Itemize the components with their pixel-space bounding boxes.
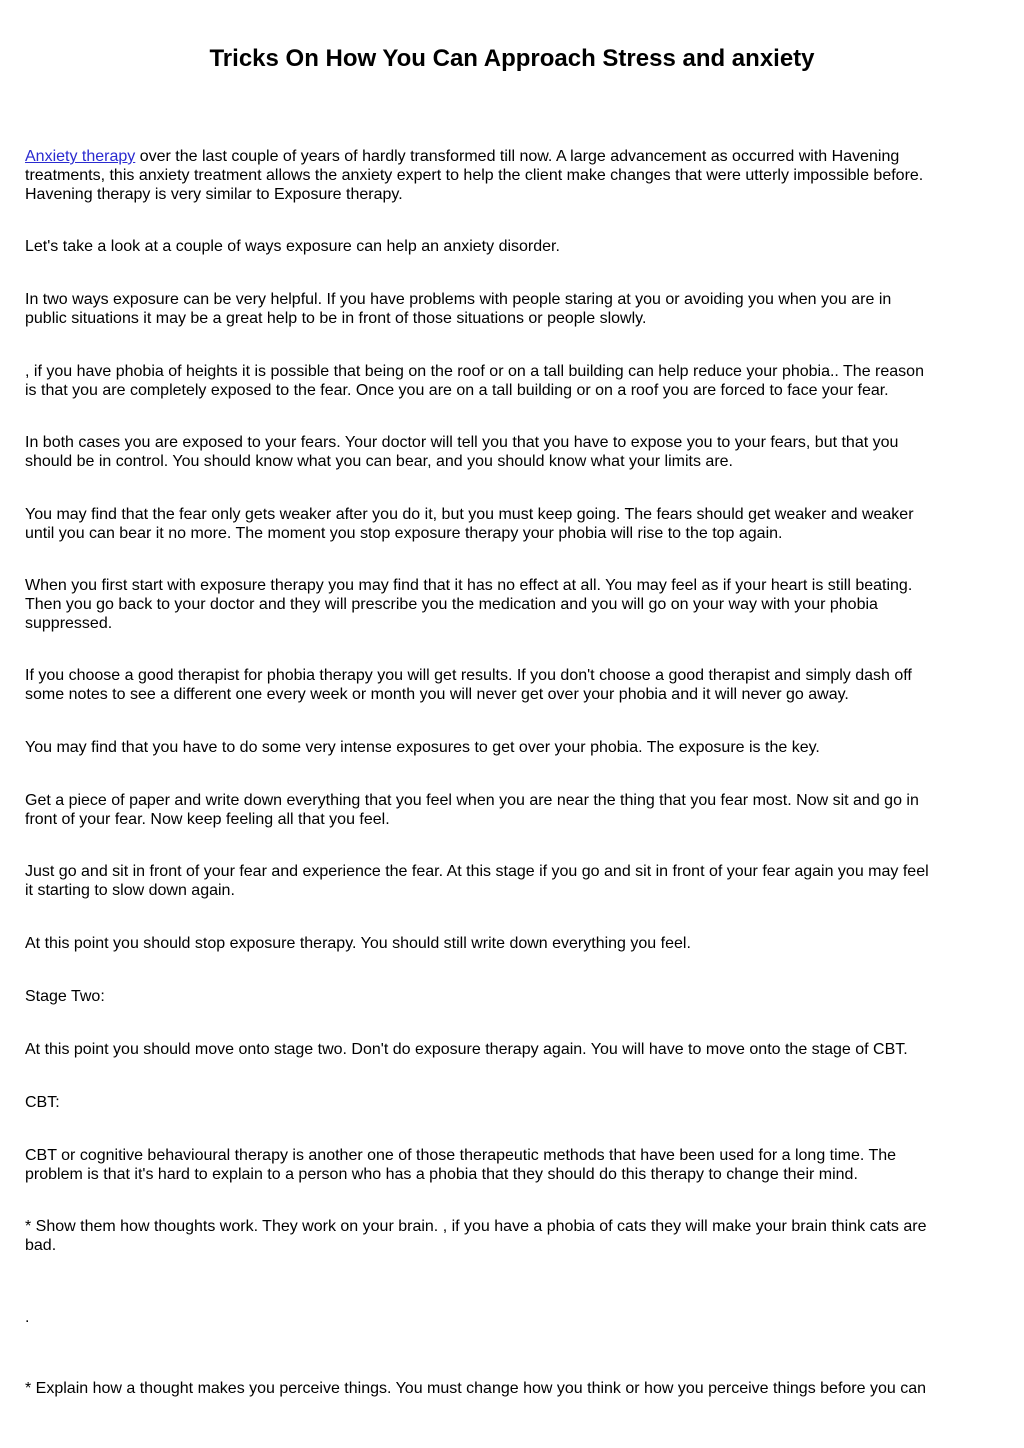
paragraph — [25, 1308, 1005, 1327]
anxiety-therapy-link[interactable]: Anxiety therapy — [25, 148, 136, 165]
paragraph — [25, 1217, 1005, 1255]
paragraph-line: Just go and sit in front of your fear and experience the fear. At this stage if you go and sit in front of your fear again you may feel — [25, 863, 929, 880]
paragraph-line: CBT: — [25, 1094, 60, 1111]
paragraph-line: At this point you should stop exposure therapy. You should still write down everything you feel. — [25, 935, 691, 952]
paragraph-line: over the last couple of years of hardly transformed till now. A large advancement as occurred with Havening — [135, 148, 900, 165]
paragraph-line: Then you go back to your doctor and they will prescribe you the medication and you will go on your way with your phobia — [25, 596, 878, 613]
paragraph-line: until you can bear it no more. The moment you stop exposure therapy your phobia will rise to the top again. — [25, 525, 783, 542]
paragraph-line: Get a piece of paper and write down everything that you feel when you are near the thing that you fear most. Now sit and go in — [25, 792, 919, 809]
paragraph — [25, 791, 1005, 829]
paragraph-line: Let's take a look at a couple of ways exposure can help an anxiety disorder. — [25, 238, 560, 255]
paragraph-line: is that you are completely exposed to the fear. Once you are on a tall building or on a roof you are forced to face your fear. — [25, 382, 889, 399]
paragraph — [25, 934, 1005, 953]
paragraph-line: some notes to see a different one every week or month you will never get over your phobia and it will never go away. — [25, 686, 849, 703]
paragraph-line: front of your fear. Now keep feeling all that you feel. — [25, 811, 390, 828]
section-heading — [25, 987, 1005, 1006]
section-heading — [25, 1093, 1005, 1112]
paragraph-line: should be in control. You should know what you can bear, and you should know what your limits are. — [25, 453, 733, 470]
paragraph-line: it starting to slow down again. — [25, 882, 235, 899]
paragraph-line: treatments, this anxiety treatment allows the anxiety expert to help the client make changes that were utterly impossible before. — [25, 167, 924, 184]
paragraph — [25, 1379, 1005, 1398]
paragraph-line: In both cases you are exposed to your fears. Your doctor will tell you that you have to expose you to your fears, but that you — [25, 434, 899, 451]
paragraph — [25, 862, 1005, 900]
paragraph-line: Havening therapy is very similar to Exposure therapy. — [25, 186, 403, 203]
paragraph-line: You may find that the fear only gets weaker after you do it, but you must keep going. The fears should get weaker and weaker — [25, 506, 914, 523]
paragraph — [25, 666, 1005, 704]
paragraph — [25, 576, 1005, 633]
paragraph-line: You may find that you have to do some very intense exposures to get over your phobia. The exposure is the key. — [25, 739, 820, 756]
paragraph — [25, 237, 1005, 256]
paragraph-line: CBT or cognitive behavioural therapy is another one of those therapeutic methods that have been used for a long time. The — [25, 1147, 897, 1164]
paragraph — [25, 1040, 1005, 1059]
paragraph — [25, 1146, 1005, 1184]
paragraph — [25, 738, 1005, 757]
paragraph-line: . — [25, 1309, 30, 1326]
paragraph-line: Stage Two: — [25, 988, 105, 1005]
paragraph-intro — [25, 147, 1005, 204]
paragraph-line: bad. — [25, 1237, 57, 1254]
paragraph-line: * Explain how a thought makes you perceive things. You must change how you think or how you perceive things before you can — [25, 1380, 926, 1397]
paragraph-line: problem is that it's hard to explain to a person who has a phobia that they should do this therapy to change their mind. — [25, 1166, 858, 1183]
paragraph — [25, 433, 1005, 471]
paragraph — [25, 505, 1005, 543]
paragraph — [25, 290, 1005, 328]
paragraph-line: * Show them how thoughts work. They work on your brain. , if you have a phobia of cats they will make your brain think cats are — [25, 1218, 927, 1235]
paragraph-line: , if you have phobia of heights it is possible that being on the roof or on a tall building can help reduce your phobia.. The reason — [25, 363, 924, 380]
document-title: Tricks On How You Can Approach Stress and anxiety — [209, 45, 815, 72]
paragraph-line: suppressed. — [25, 615, 113, 632]
paragraph — [25, 362, 1005, 400]
paragraph-line: At this point you should move onto stage two. Don't do exposure therapy again. You will have to move onto the stage of CBT. — [25, 1041, 908, 1058]
paragraph-line: When you first start with exposure therapy you may find that it has no effect at all. You may feel as if your heart is still beating. — [25, 577, 913, 594]
paragraph-line: In two ways exposure can be very helpful. If you have problems with people staring at you or avoiding you when you are in — [25, 291, 892, 308]
paragraph-line: public situations it may be a great help to be in front of those situations or people slowly. — [25, 310, 647, 327]
paragraph-line: If you choose a good therapist for phobia therapy you will get results. If you don't choose a good therapist and simply dash off — [25, 667, 912, 684]
